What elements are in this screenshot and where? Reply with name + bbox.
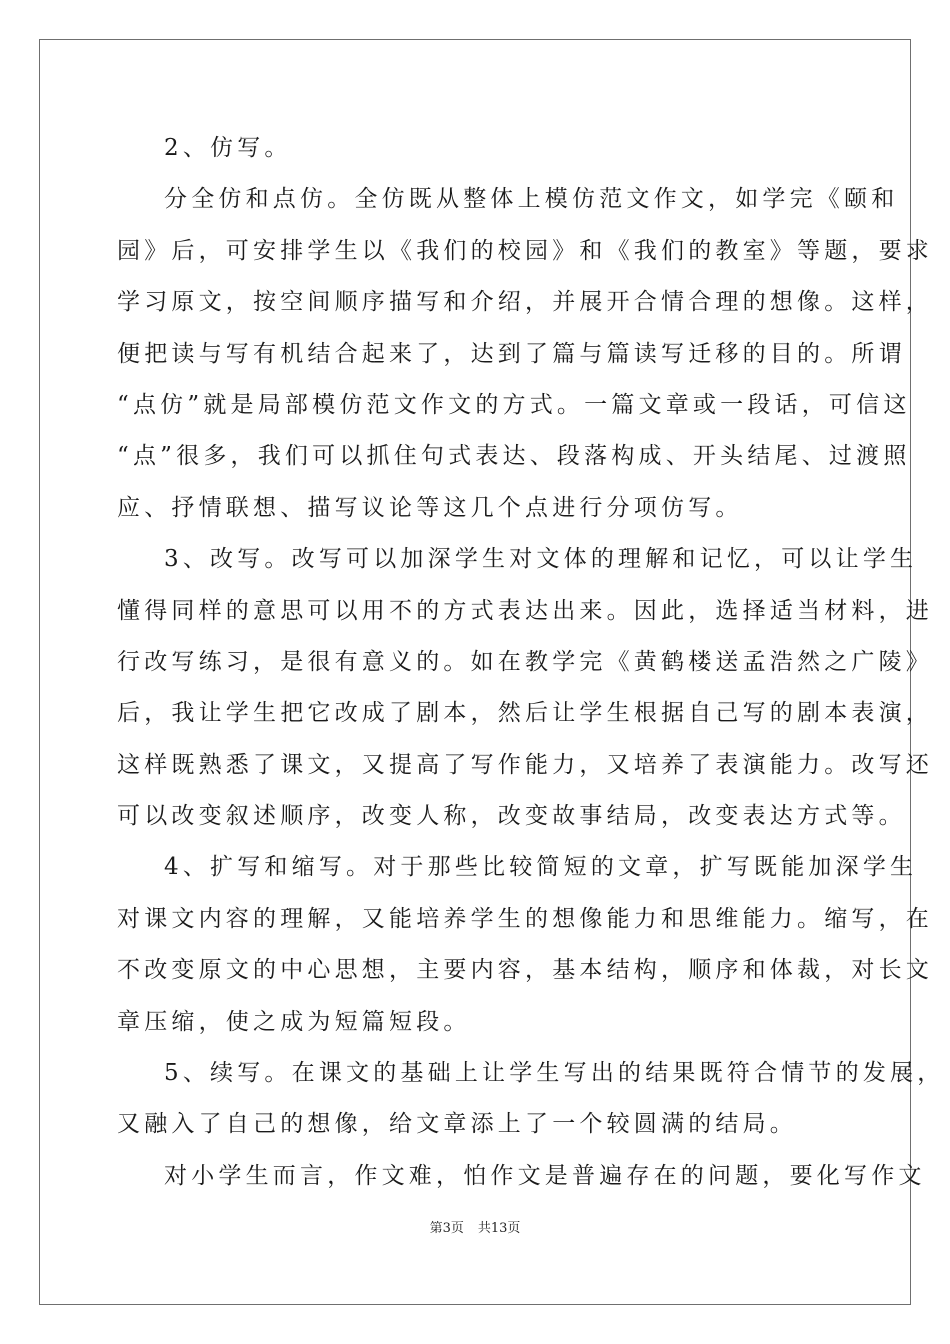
paragraph-line: 这样既熟悉了课文，又提高了写作能力，又培养了表演能力。改写还 <box>117 751 933 778</box>
paragraph-line: 园》后，可安排学生以《我们的校园》和《我们的教室》等题，要求 <box>117 237 933 264</box>
paragraph-line: 3、改写。改写可以加深学生对文体的理解和记忆，可以让学生 <box>164 546 918 573</box>
paragraph-line: 应、抒情联想、描写议论等这几个点进行分项仿写。 <box>117 494 743 521</box>
paragraph-line: 可以改变叙述顺序，改变人称，改变故事结局，改变表达方式等。 <box>117 803 906 830</box>
paragraph-line: 分全仿和点仿。全仿既从整体上模仿范文作文，如学完《颐和 <box>164 186 899 213</box>
paragraph-line: 章压缩，使之成为短篇短段。 <box>117 1008 471 1035</box>
paragraph-line: 又融入了自己的想像，给文章添上了一个较圆满的结局。 <box>117 1111 797 1138</box>
paragraph-line: “点”很多，我们可以抓住句式表达、段落构成、开头结尾、过渡照 <box>117 443 911 470</box>
paragraph-line: 4、扩写和缩写。对于那些比较简短的文章，扩写既能加深学生 <box>164 854 918 881</box>
page-footer <box>0 1217 950 1236</box>
paragraph-line: 懂得同样的意思可以用不的方式表达出来。因此，选择适当材料，进 <box>117 597 933 624</box>
paragraph-line: 行改写练习，是很有意义的。如在教学完《黄鹤楼送孟浩然之广陵》 <box>117 648 933 675</box>
paragraph-line: 学习原文，按空间顺序描写和介绍，并展开合情合理的想像。这样， <box>117 289 933 316</box>
paragraph-line: 5、续写。在课文的基础上让学生写出的结果既符合情节的发展， <box>164 1060 945 1087</box>
paragraph-line: 2、仿写。 <box>164 135 292 161</box>
paragraph-line: “点仿”就是局部模仿范文作文的方式。一篇文章或一段话，可信这 <box>117 391 911 418</box>
page-total: 共13页 <box>477 1221 521 1236</box>
paragraph-line: 便把读与写有机结合起来了，达到了篇与篇读写迁移的目的。所谓 <box>117 340 906 367</box>
paragraph-line: 后，我让学生把它改成了剧本，然后让学生根据自己写的剧本表演， <box>117 700 933 727</box>
document-body <box>117 123 945 1202</box>
paragraph-line: 对小学生而言，作文难，怕作文是普遍存在的问题，要化写作文 <box>164 1162 926 1189</box>
page-number: 第3页 <box>429 1221 464 1236</box>
paragraph-line: 对课文内容的理解，又能培养学生的想像能力和思维能力。缩写，在 <box>117 905 933 932</box>
paragraph-line: 不改变原文的中心思想，主要内容，基本结构，顺序和体裁，对长文 <box>117 957 933 984</box>
